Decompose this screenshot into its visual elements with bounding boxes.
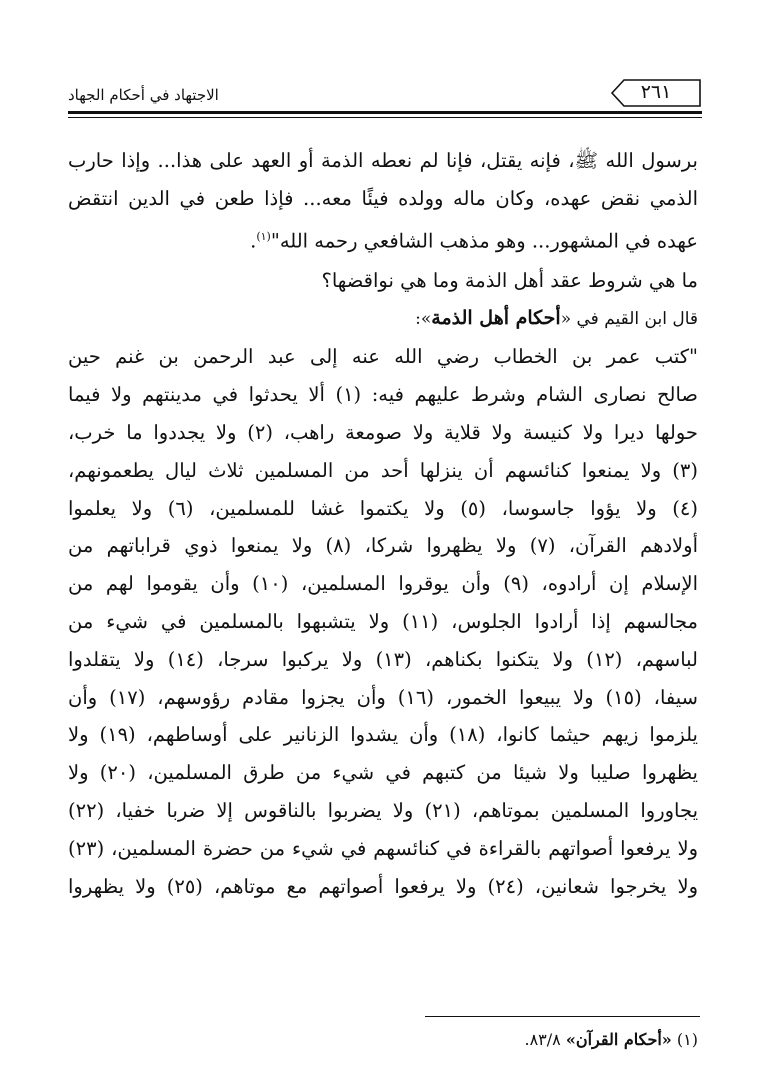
footnote — [524, 1030, 698, 1049]
quote-line: صالح نصارى الشام وشرط عليهم فيه: (١) ألا يحدثوا في مدينتهم ولا فيما — [68, 383, 698, 407]
quote-line: لباسهم، (١٢) ولا يتكنوا بكناهم، (١٣) ولا يركبوا سرجا، (١٤) ولا يتقلدوا — [68, 647, 698, 671]
page-header — [68, 78, 702, 118]
footnote-marker: (١) — [676, 1030, 698, 1049]
quote-intro-prefix: قال ابن القيم في « — [560, 308, 698, 329]
quote-intro-suffix: »: — [415, 308, 432, 329]
quote-line: "كتب عمر بن الخطاب رضي الله عنه إلى عبد الرحمن بن غنم حين — [68, 345, 698, 369]
page-number: ٢٦١ — [640, 81, 672, 103]
quote-intro — [68, 300, 698, 339]
quote-line: (٤) ولا يؤوا جاسوسا، (٥) ولا يكتموا غشا للمسلمين، (٦) ولا يعلموا — [68, 496, 698, 520]
quote-line: حولها ديرا ولا كنيسة ولا قلاية ولا صومعة راهب، (٢) ولا يجددوا ما خرب، — [68, 421, 698, 445]
quote-line: سيفا، (١٥) ولا يبيعوا الخمور، (١٦) وأن يجزوا مقادم رؤوسهم، (١٧) وأن — [68, 685, 698, 709]
quote-source-title: أحكام أهل الذمة — [431, 306, 561, 329]
page-body — [68, 142, 698, 905]
running-title: الاجتهاد في أحكام الجهاد — [68, 86, 219, 104]
body-line: الذمي نقض عهده، وكان ماله وولده فيئًا معه... فإذا طعن في الدين انتقض — [68, 186, 698, 210]
footnote-reference: (١) — [256, 229, 271, 243]
footnote-source-title: «أحكام القرآن» — [565, 1030, 672, 1049]
footnote-reference-text: ٨٣/٨. — [524, 1030, 561, 1049]
body-line: برسول الله ﷺ، فإنه يقتل، فإنا لم نعطه الذمة أو العهد على هذا... وإذا حارب — [68, 149, 698, 172]
quote-line: ولا يخرجوا شعانين، (٢٤) ولا يرفعوا أصواتهم مع موتاهم، (٢٥) ولا يظهروا — [68, 874, 698, 898]
quote-line: ولا يرفعوا أصواتهم بالقراءة في كنائسهم في شيء من حضرة المسلمين، (٢٣) — [68, 836, 698, 860]
quote-line: أولادهم القرآن، (٧) ولا يظهروا شركا، (٨) ولا يمنعوا ذوي قراباتهم من — [68, 534, 698, 558]
header-rule-thick — [68, 111, 702, 114]
section-question: ما هي شروط عقد أهل الذمة وما هي نواقضها؟ — [321, 268, 698, 292]
quote-line: الإسلام إن أرادوه، (٩) وأن يوقروا المسلمين، (١٠) وأن يقوموا لهم من — [68, 572, 698, 596]
quote-line: يظهروا صليبا ولا شيئا من كتبهم في شيء من طرق المسلمين، (٢٠) ولا — [68, 761, 698, 785]
body-line-text: عهده في المشهور... وهو مذهب الشافعي رحمه الله" — [270, 229, 698, 253]
quote-line: مجالسهم إذا أرادوا الجلوس، (١١) ولا يتشبهوا بالمسلمين في شيء من — [68, 610, 698, 634]
footnote-separator — [425, 1016, 700, 1017]
quote-line: يلزموا زيهم حيثما كانوا، (١٨) وأن يشدوا الزنانير على أوساطهم، (١٩) ولا — [68, 723, 698, 747]
page-number-frame — [610, 78, 702, 108]
header-rule-thin — [68, 117, 702, 118]
quote-line: يجاوروا المسلمين بموتاهم، (٢١) ولا يضربوا بالناقوس إلا ضربا خفيا، (٢٢) — [68, 799, 698, 823]
quote-line: (٣) ولا يمنعوا كنائسهم أن ينزلها أحد من المسلمين ثلاث ليال يطعمونهم، — [68, 458, 698, 482]
body-line: عهده في المشهور... وهو مذهب الشافعي رحمه الله"$^{(١)}$. — [250, 229, 698, 253]
